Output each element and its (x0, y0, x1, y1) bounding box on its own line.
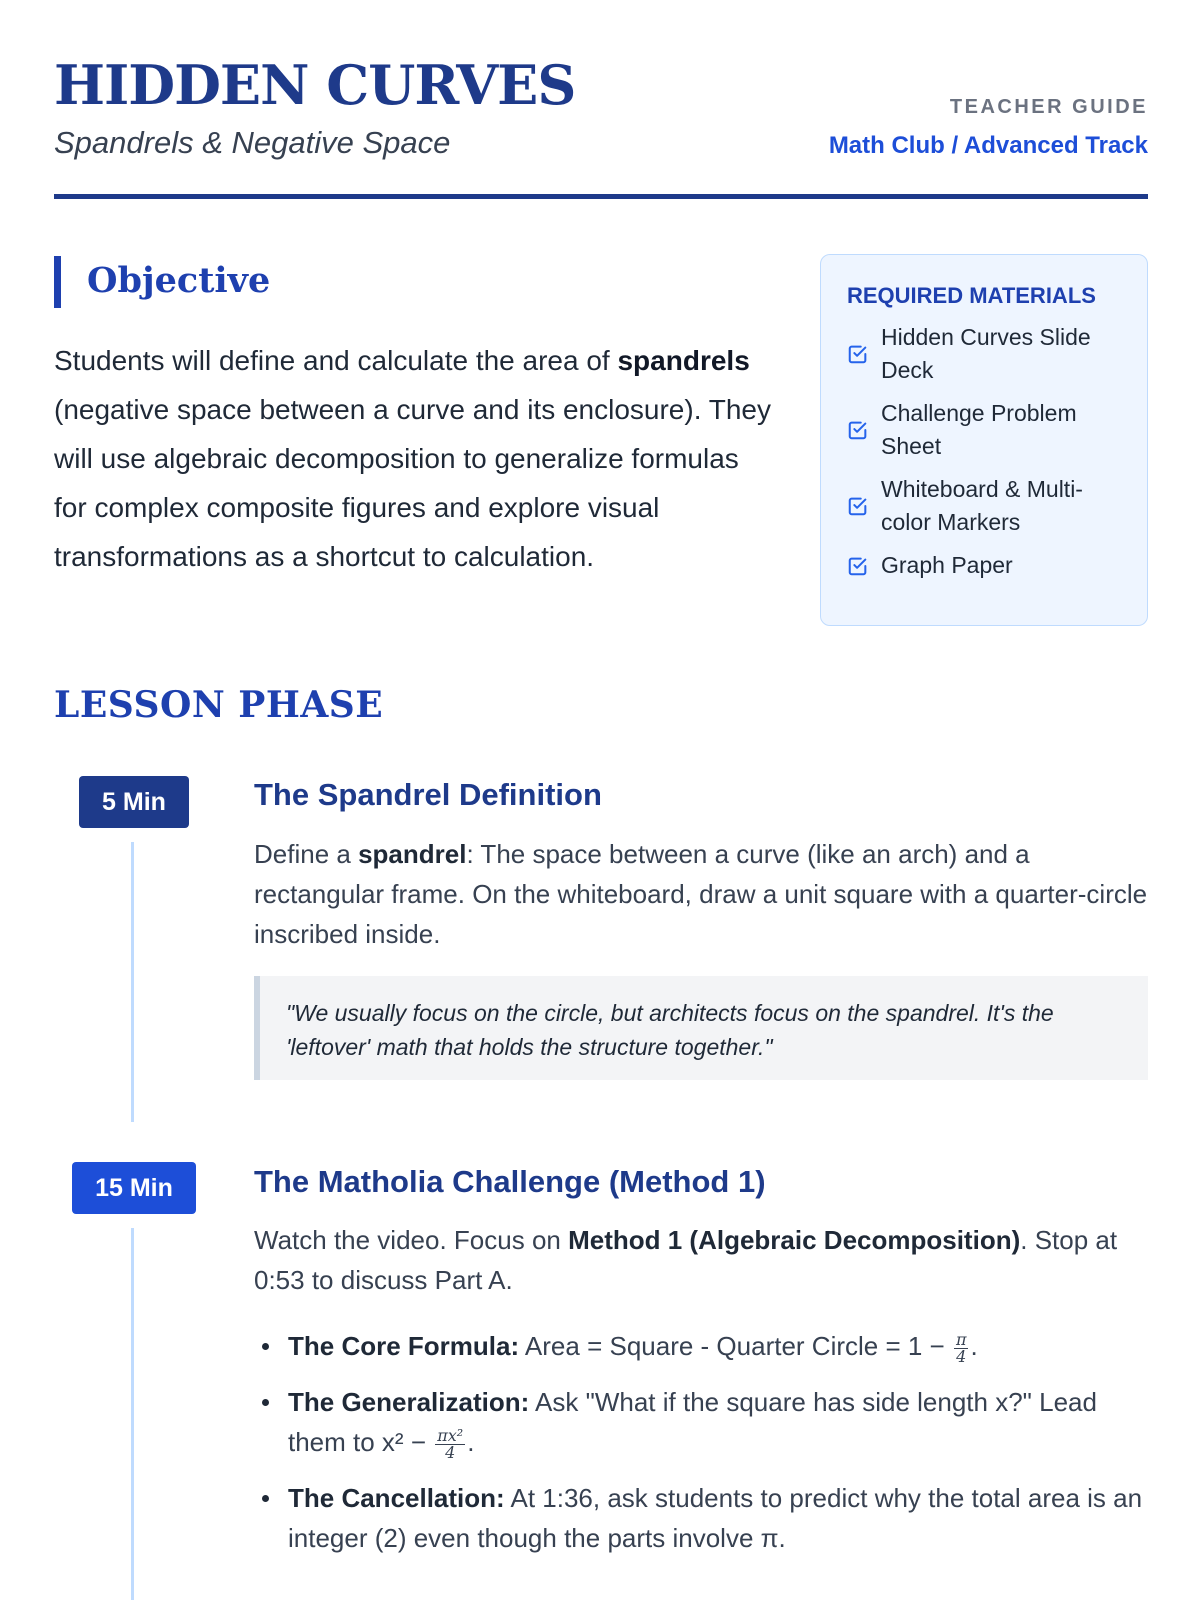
step-text-start: Watch the video. Focus on (254, 1225, 569, 1255)
step-description (254, 1220, 1148, 1300)
step-description (254, 834, 1148, 954)
step-bold-term: spandrel (358, 839, 467, 869)
lesson-phase-heading: LESSON PHASE (54, 684, 384, 726)
material-label: Whiteboard & Multi-color Markers (881, 476, 1083, 535)
check-square-icon (847, 343, 869, 365)
page-title: HIDDEN CURVES (54, 53, 576, 117)
bullet-text: At 1:36, ask students to predict why the total area is an integer (2) even though the parts involve π. (288, 1483, 1143, 1553)
fraction (954, 1329, 969, 1366)
bullet-label: The Cancellation: (288, 1483, 505, 1513)
step-title: The Matholia Challenge (Method 1) (254, 1164, 766, 1199)
objective-bold-term: spandrels (617, 345, 750, 376)
list-item (254, 1326, 1148, 1366)
material-item (847, 549, 1121, 582)
objective-text (54, 336, 774, 581)
bullet-label: The Core Formula: (288, 1331, 520, 1361)
material-item (847, 473, 1121, 539)
fraction-numerator: πx² (437, 1425, 464, 1445)
step-text-end: : The space between a curve (like an arch) and a rectangular frame. On the whiteboard, draw a unit square with a quarter-circle inscribed inside. (254, 839, 1148, 949)
page (54, 0, 1148, 1600)
material-item (847, 321, 1121, 387)
list-item (254, 1478, 1148, 1558)
bullet-text: Ask "What if the square has side length x?" Lead them to x² − (288, 1387, 1097, 1457)
check-square-icon (847, 555, 869, 577)
material-label: Hidden Curves Slide Deck (881, 324, 1091, 383)
material-item (847, 397, 1121, 463)
bullet-label: The Generalization: (288, 1387, 530, 1417)
material-label: Challenge Problem Sheet (881, 400, 1077, 459)
objective-heading: Objective (54, 256, 270, 308)
step-text-end: . Stop at 0:53 to discuss Part A. (254, 1225, 1118, 1295)
materials-heading: REQUIRED MATERIALS (847, 283, 1096, 308)
objective-text-start: Students will define and calculate the area of (54, 345, 618, 376)
timeline-line (131, 842, 134, 1122)
teacher-quote: "We usually focus on the circle, but architects focus on the spandrel. It's the 'leftover' math that holds the structure together." (254, 976, 1148, 1080)
fraction-numerator: π (955, 1329, 967, 1349)
duration-badge: 5 Min (79, 776, 189, 828)
track-label: Math Club / Advanced Track (828, 132, 1148, 159)
timeline-line (131, 1228, 134, 1600)
materials-panel (820, 254, 1148, 626)
objective-text-end: (negative space between a curve and its enclosure). They will use algebraic decomposition to generalize formulas for complex composite figures and explore visual transformations as a shortcut to calculation. (54, 394, 772, 572)
fraction (435, 1425, 465, 1462)
fraction-denominator: 4 (956, 1346, 967, 1366)
bullet-list (254, 1326, 1148, 1574)
check-square-icon (847, 419, 869, 441)
bullet-end: . (970, 1331, 978, 1361)
bullet-text: Area = Square - Quarter Circle = 1 − (519, 1331, 952, 1361)
step-text-start: Define a (254, 839, 359, 869)
step-title: The Spandrel Definition (254, 777, 602, 812)
fraction-denominator: 4 (445, 1442, 456, 1462)
bullet-end: . (467, 1427, 475, 1457)
guide-label: TEACHER GUIDE (949, 96, 1148, 118)
check-square-icon (847, 495, 869, 517)
header-divider (54, 194, 1148, 199)
duration-badge: 15 Min (72, 1162, 196, 1214)
page-subtitle: Spandrels & Negative Space (54, 125, 451, 160)
material-label: Graph Paper (881, 552, 1013, 578)
list-item (254, 1382, 1148, 1462)
step-bold-term: Method 1 (Algebraic Decomposition) (568, 1225, 1021, 1255)
